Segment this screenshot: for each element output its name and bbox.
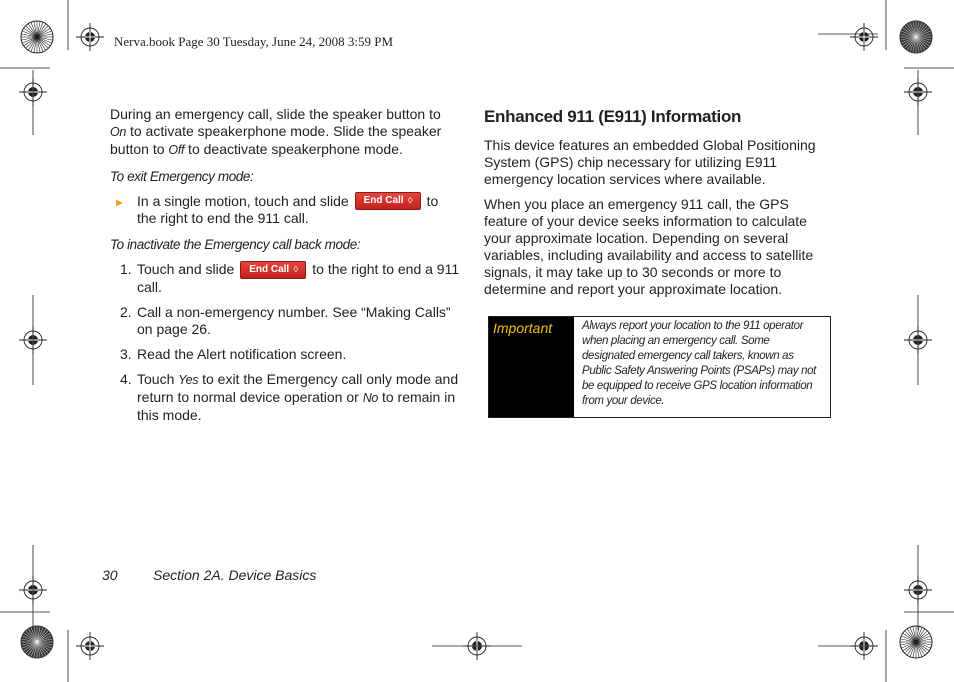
important-text: Always report your location to the 911 operator when placing an emergency call. Some designated emergency call takers, known as Public Safety Answering Points (PSAPs) may not be equipped to receive GPS location information from your device.: [582, 320, 817, 407]
important-note: [488, 316, 831, 418]
triangle-right-icon: ►: [114, 197, 125, 209]
starburst-icon: [21, 626, 53, 658]
on-label: On: [110, 125, 127, 139]
left-column: [110, 106, 460, 432]
step-2: 2. Call a non-emergency number. See “Making Calls” on page 26.: [120, 303, 451, 337]
end-call-button[interactable]: End Call ♢: [355, 192, 421, 210]
step-4: 4. Touch Yes to exit the Emergency call only mode and return to normal device operation or No to remain in this mode.: [120, 370, 459, 423]
crosshair-icon: [76, 632, 104, 660]
end-call-button[interactable]: End Call ♢: [240, 261, 306, 279]
step-3: 3. Read the Alert notification screen.: [120, 345, 347, 362]
crosshair-icon: [850, 23, 878, 51]
step-1: 1. Touch and slide End Call ♢ to the right to end a 911 call.: [120, 261, 460, 295]
right-column: [484, 106, 834, 306]
section-title: Enhanced 911 (E911) Information: [484, 107, 742, 126]
off-label: Off: [168, 143, 185, 157]
diamond-icon: ♢: [292, 264, 300, 274]
exit-step: ► In a single motion, touch and slide End Call ♢ to the right to end the 911 call.: [114, 193, 439, 227]
crosshair-icon: [76, 23, 104, 51]
footer-section: Section 2A. Device Basics: [153, 567, 317, 583]
speaker-paragraph: During an emergency call, slide the speaker button to On to activate speakerphone mode. Slide the speaker button to Off to deactivate speakerphone mode.: [110, 106, 442, 157]
diamond-icon: ♢: [406, 196, 414, 206]
important-label: Important: [489, 317, 574, 417]
no-label: No: [362, 390, 379, 405]
location-paragraph: When you place an emergency 911 call, the GPS feature of your device seeks information to calculate your approximate location. Depending on several variables, including availability and access to satellite signals, it may take up to 30 seconds or more to determine and report your approximate location.: [484, 196, 814, 297]
page-number: 30: [102, 567, 118, 583]
starburst-icon: [900, 21, 932, 53]
starburst-icon: [900, 626, 932, 658]
gps-paragraph: This device features an embedded Global Positioning System (GPS) chip necessary for utilizing E911 emergency location services where available.: [484, 137, 816, 187]
starburst-icon: [21, 21, 53, 53]
inactivate-heading: To inactivate the Emergency call back mode:: [110, 237, 361, 253]
exit-heading: To exit Emergency mode:: [110, 169, 254, 184]
header-slug: Nerva.book Page 30 Tuesday, June 24, 2008 3:59 PM: [114, 34, 394, 49]
yes-label: Yes: [178, 372, 199, 387]
